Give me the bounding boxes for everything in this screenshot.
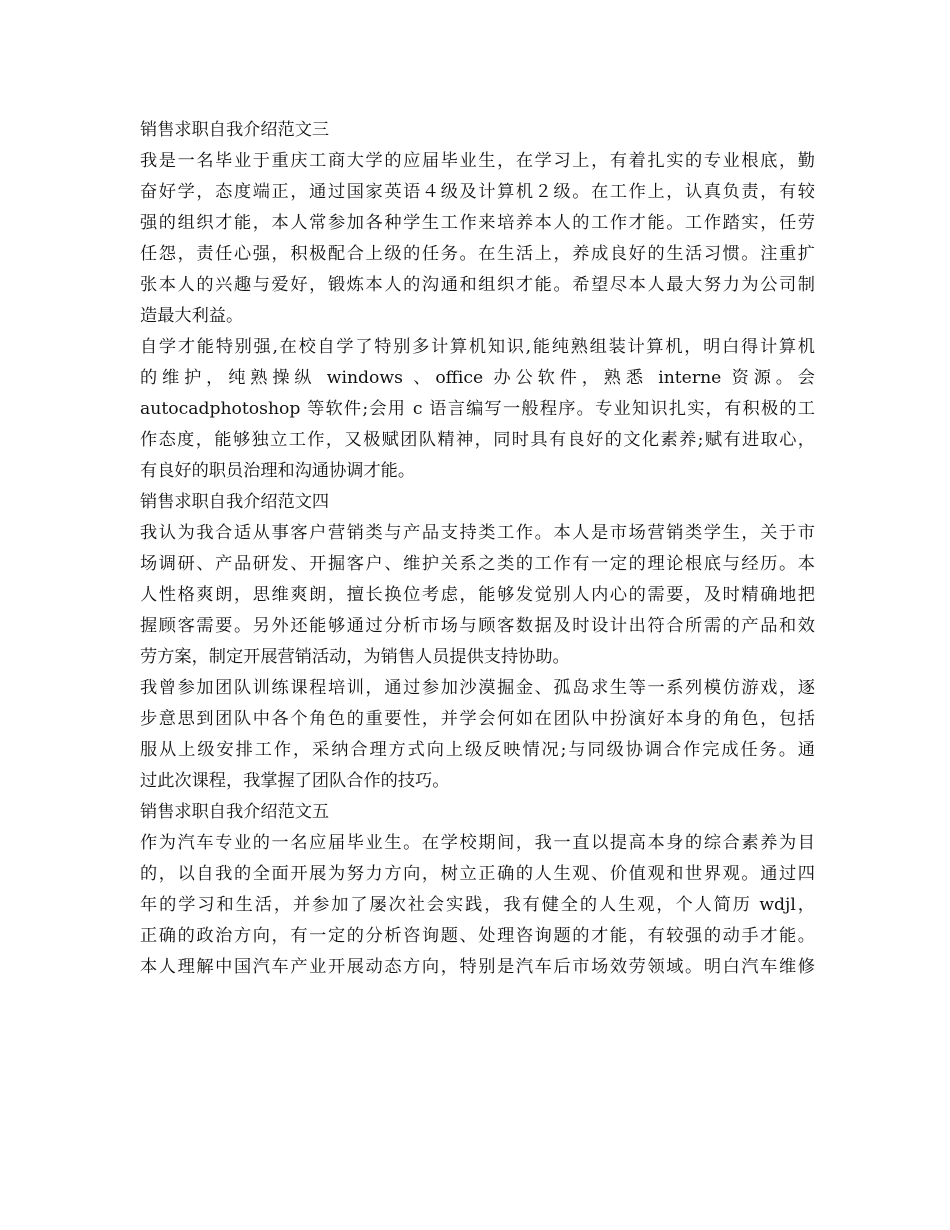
section-heading-4: 销售求职自我介绍范文四 xyxy=(140,492,330,512)
paragraph-line: 我曾参加团队训练课程培训，通过参加沙漠掘金、孤岛求生等一系列模仿游戏，逐 xyxy=(140,678,815,698)
paragraph-line: 本人理解中国汽车产业开展动态方向，特别是汽车后市场效劳领域。明白汽车维修 xyxy=(140,957,815,977)
paragraph-line: 正确的政治方向，有一定的分析咨询题、处理咨询题的才能，有较强的动手才能。 xyxy=(140,926,815,946)
paragraph-line: 我认为我合适从事客户营销类与产品支持类工作。本人是市场营销类学生，关于市 xyxy=(140,523,815,543)
paragraph-line: 自学才能特别强,在校自学了特别多计算机知识,能纯熟组装计算机，明白得计算机 xyxy=(140,337,815,357)
paragraph-line: 步意思到团队中各个角色的重要性，并学会何如在团队中扮演好本身的角色，包括 xyxy=(140,709,815,729)
paragraph-line: 场调研、产品研发、开掘客户、维护关系之类的工作有一定的理论根底与经历。本 xyxy=(140,554,815,574)
paragraph-line: 作为汽车专业的一名应届毕业生。在学校期间，我一直以提高本身的综合素养为目 xyxy=(140,833,815,853)
paragraph-line: 张本人的兴趣与爱好，锻炼本人的沟通和组织才能。希望尽本人最大努力为公司制 xyxy=(140,275,815,295)
document-page xyxy=(140,115,815,983)
paragraph-line: 劳方案，制定开展营销活动，为销售人员提供支持协助。 xyxy=(140,647,570,667)
paragraph-line: 服从上级安排工作，采纳合理方式向上级反映情况;与同级协调合作完成任务。通 xyxy=(140,740,815,760)
paragraph-line: 强的组织才能，本人常参加各种学生工作来培养本人的工作才能。工作踏实，任劳 xyxy=(140,213,815,233)
paragraph-line: 过此次课程，我掌握了团队合作的技巧。 xyxy=(140,771,450,791)
section-heading-5: 销售求职自我介绍范文五 xyxy=(140,802,330,822)
paragraph-line: 我是一名毕业于重庆工商大学的应届毕业生，在学习上，有着扎实的专业根底，勤 xyxy=(140,151,815,171)
paragraph-line: 任怨，责任心强，积极配合上级的任务。在生活上，养成良好的生活习惯。注重扩 xyxy=(140,244,815,264)
paragraph-line: 的维护，纯熟操纵 windows 、office 办公软件，熟悉 interne 资源。会 xyxy=(140,368,815,388)
paragraph-line: 的，以自我的全面开展为努力方向，树立正确的人生观、价值观和世界观。通过四 xyxy=(140,864,815,884)
section-heading-3: 销售求职自我介绍范文三 xyxy=(140,120,330,140)
paragraph-line: 奋好学，态度端正，通过国家英语４级及计算机２级。在工作上，认真负责，有较 xyxy=(140,182,815,202)
paragraph-line: 握顾客需要。另外还能够通过分析市场与顾客数据及时设计出符合所需的产品和效 xyxy=(140,616,815,636)
paragraph-line: 有良好的职员治理和沟通协调才能。 xyxy=(140,461,416,481)
paragraph-line: 造最大利益。 xyxy=(140,306,244,326)
paragraph-line: autocadphotoshop 等软件;会用 c 语言编写一般程序。专业知识扎实，有积极的工 xyxy=(140,399,815,419)
paragraph-line: 作态度，能够独立工作，又极赋团队精神，同时具有良好的文化素养;赋有进取心， xyxy=(140,430,815,450)
paragraph-line: 年的学习和生活，并参加了屡次社会实践，我有健全的人生观，个人简历 wdjl， xyxy=(140,895,815,915)
paragraph-line: 人性格爽朗，思维爽朗，擅长换位考虑，能够发觉别人内心的需要，及时精确地把 xyxy=(140,585,815,605)
